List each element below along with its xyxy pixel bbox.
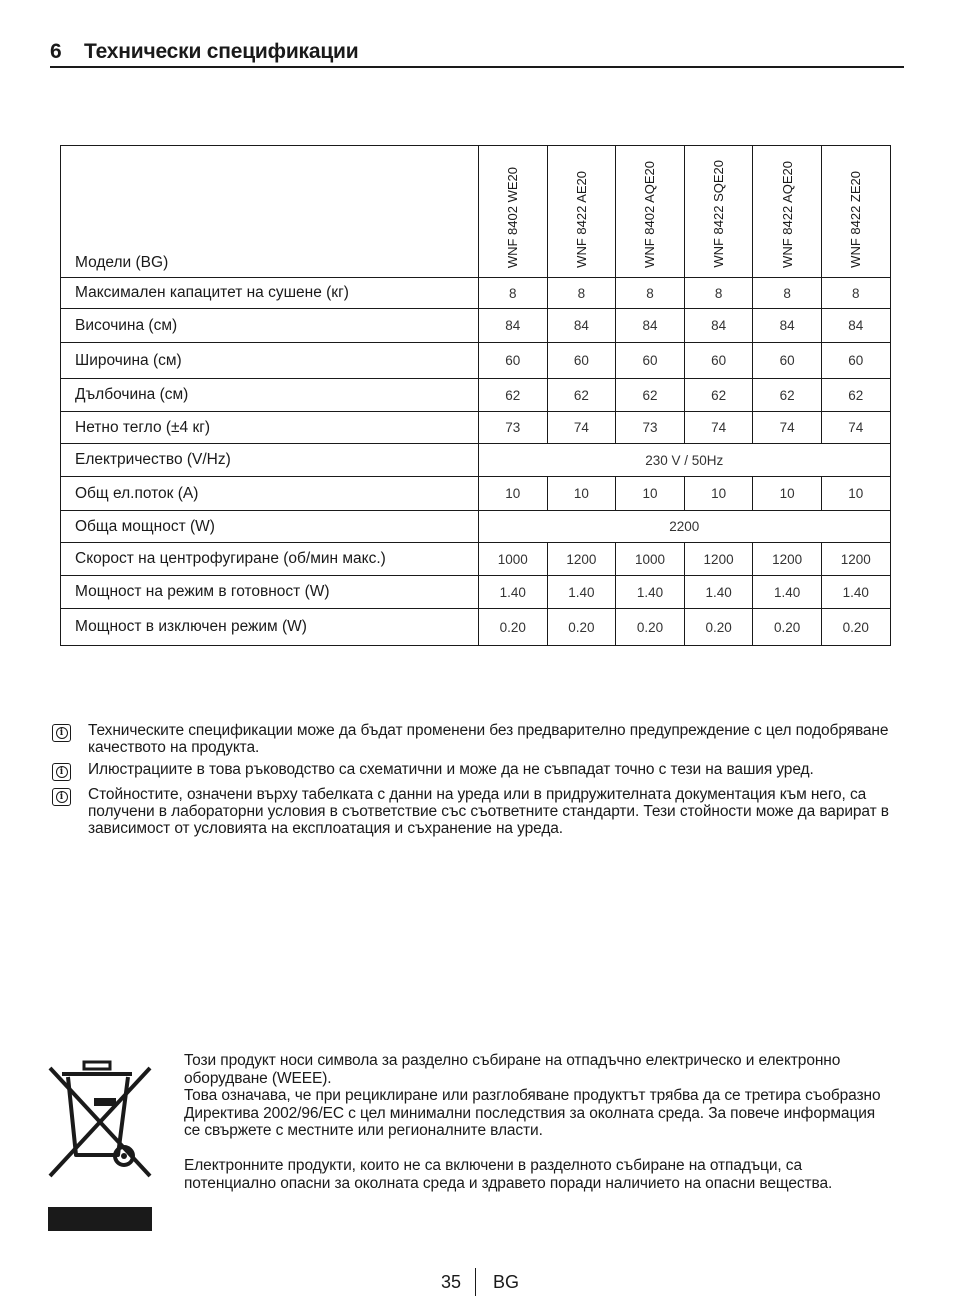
- spec-label: Общ ел.поток (A): [61, 477, 479, 511]
- spec-value-merged: 230 V / 50Hz: [479, 444, 891, 477]
- language-code: BG: [493, 1272, 520, 1292]
- spec-value: 8: [684, 278, 753, 309]
- table-row: [61, 309, 891, 343]
- model-header: [479, 146, 548, 278]
- note-text: Стойностите, означени върху табелката с данни на уреда или в придружителната документация към него, са получени в лабораторни условия в съответствие със съответните стандарти. Тези стойности може да варират в зависимост от условията на експлоатация и съхранение на уреда.: [88, 786, 889, 837]
- table-row: [61, 278, 891, 309]
- info-icon: i: [52, 788, 71, 806]
- table-row: [61, 609, 891, 646]
- spec-value: 1.40: [616, 576, 685, 609]
- spec-value: 1.40: [821, 576, 890, 609]
- table-row: [61, 576, 891, 609]
- spec-value: 62: [479, 379, 548, 412]
- model-name: WNF 8422 SQE20: [711, 160, 727, 268]
- spec-value: 10: [547, 477, 616, 511]
- model-name: WNF 8422 AE20: [573, 171, 589, 268]
- crossed-out-wheelie-bin-icon: [46, 1060, 156, 1235]
- model-name: WNF 8422 AQE20: [779, 161, 795, 268]
- spec-label: Височина (см): [61, 309, 479, 343]
- spec-value: 10: [616, 477, 685, 511]
- spec-value: 0.20: [753, 609, 822, 646]
- spec-value: 62: [684, 379, 753, 412]
- specifications-table: [60, 145, 891, 646]
- info-icon: i: [52, 724, 71, 742]
- weee-paragraph-1: Този продукт носи символа за разделно събиране на отпадъчно електрическо и електронно оборудване (WEEE). Това означава, че при рециклиране или разглобяване продуктът трябва да се третира съобразно Директива 2002/96/ЕС с цел минимални последствия за околната среда. За повече информация се свържете с местните или регионалните власти.: [184, 1052, 881, 1139]
- spec-value: 1200: [753, 543, 822, 576]
- spec-value: 74: [753, 412, 822, 444]
- spec-value: 60: [684, 343, 753, 379]
- spec-value: 10: [479, 477, 548, 511]
- spec-value: 0.20: [479, 609, 548, 646]
- spec-value: 74: [684, 412, 753, 444]
- spec-label: Мощност в изключен режим (W): [61, 609, 479, 646]
- spec-value: 73: [616, 412, 685, 444]
- footer-divider: [475, 1268, 476, 1296]
- model-header: [547, 146, 616, 278]
- spec-value: 8: [753, 278, 822, 309]
- spec-label: Електричество (V/Hz): [61, 444, 479, 477]
- weee-paragraph-2: Електронните продукти, които не са включени в разделното събиране на отпадъци, са потенциално опасни за околната среда и здравето поради наличието на опасни вещества.: [184, 1157, 833, 1192]
- spec-value: 60: [821, 343, 890, 379]
- spec-value: 1200: [821, 543, 890, 576]
- models-header-label: Модели (BG): [61, 146, 479, 278]
- spec-value: 10: [821, 477, 890, 511]
- spec-label: Обща мощност (W): [61, 511, 479, 543]
- model-header: [616, 146, 685, 278]
- spec-value: 74: [547, 412, 616, 444]
- spec-value: 84: [753, 309, 822, 343]
- section-number: 6: [50, 40, 62, 63]
- spec-value: 74: [821, 412, 890, 444]
- spec-value: 84: [479, 309, 548, 343]
- note-text: Илюстрациите в това ръководство са схематични и може да не съвпадат точно с тези на вашия уред.: [88, 761, 814, 778]
- spec-value: 60: [753, 343, 822, 379]
- spec-value: 1.40: [684, 576, 753, 609]
- page-number: 35: [441, 1272, 462, 1292]
- spec-label: Мощност на режим в готовност (W): [61, 576, 479, 609]
- spec-value: 10: [753, 477, 822, 511]
- weee-information: [184, 1052, 884, 1192]
- model-header: [821, 146, 890, 278]
- spec-label: Нетно тегло (±4 кг): [61, 412, 479, 444]
- table-row: [61, 543, 891, 576]
- section-heading: [50, 40, 904, 68]
- table-row: [61, 412, 891, 444]
- spec-value: 8: [616, 278, 685, 309]
- spec-value: 0.20: [547, 609, 616, 646]
- section-title: Технически спецификации: [84, 40, 359, 63]
- note-item: [52, 761, 912, 781]
- spec-value: 1000: [616, 543, 685, 576]
- table-row: [61, 511, 891, 543]
- spec-value: 8: [821, 278, 890, 309]
- page-footer: [0, 1268, 954, 1298]
- model-name: WNF 8422 ZE20: [848, 171, 864, 268]
- spec-value: 84: [547, 309, 616, 343]
- spec-value: 1.40: [479, 576, 548, 609]
- table-row: [61, 343, 891, 379]
- spec-value: 10: [684, 477, 753, 511]
- spec-value: 62: [616, 379, 685, 412]
- spec-value: 62: [753, 379, 822, 412]
- spec-value: 60: [479, 343, 548, 379]
- spec-value: 1000: [479, 543, 548, 576]
- model-header: [684, 146, 753, 278]
- spec-value: 0.20: [684, 609, 753, 646]
- spec-value: 84: [821, 309, 890, 343]
- spec-value: 84: [684, 309, 753, 343]
- spec-value: 1200: [547, 543, 616, 576]
- spec-value: 84: [616, 309, 685, 343]
- info-icon: i: [52, 763, 71, 781]
- spec-label: Скорост на центрофугиране (об/мин макс.): [61, 543, 479, 576]
- spec-value: 0.20: [821, 609, 890, 646]
- spec-value-merged: 2200: [479, 511, 891, 543]
- spec-label: Дълбочина (см): [61, 379, 479, 412]
- spec-value: 60: [547, 343, 616, 379]
- spec-value: 8: [547, 278, 616, 309]
- table-row: [61, 477, 891, 511]
- notes-list: [52, 722, 912, 842]
- spec-value: 0.20: [616, 609, 685, 646]
- model-name: WNF 8402 WE20: [505, 166, 521, 268]
- spec-label: Максимален капацитет на сушене (кг): [61, 278, 479, 309]
- model-name: WNF 8402 AQE20: [642, 161, 658, 268]
- note-text: Техническите спецификации може да бъдат променени без предварително предупреждение с цел подобряване качеството на продукта.: [88, 722, 889, 756]
- spec-value: 1.40: [753, 576, 822, 609]
- spec-value: 1.40: [547, 576, 616, 609]
- spec-value: 62: [821, 379, 890, 412]
- table-row: [61, 444, 891, 477]
- spec-value: 1200: [684, 543, 753, 576]
- note-item: [52, 722, 912, 756]
- note-item: [52, 786, 912, 837]
- spec-value: 73: [479, 412, 548, 444]
- table-row: [61, 379, 891, 412]
- spec-value: 8: [479, 278, 548, 309]
- spec-value: 62: [547, 379, 616, 412]
- spec-label: Широчина (см): [61, 343, 479, 379]
- model-header: [753, 146, 822, 278]
- spec-value: 60: [616, 343, 685, 379]
